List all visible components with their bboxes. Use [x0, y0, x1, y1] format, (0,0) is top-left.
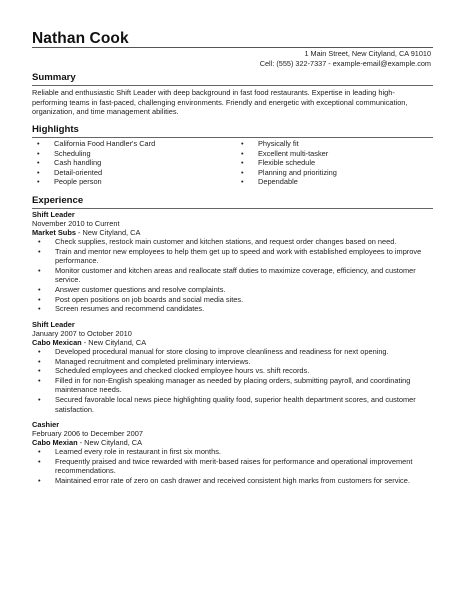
summary-text: Reliable and enthusiastic Shift Leader with deep background in fast food restaurants. Expertise in leading high-performing teams in fast-paced, challenging environments. Friendly and energetic with exceptional communication, organization, and time management abilities. [32, 88, 408, 117]
highlights-right-list [241, 139, 431, 187]
company-name: Market Subs [32, 228, 76, 237]
job-company [32, 228, 140, 237]
job-duties-list [38, 347, 433, 414]
duty-item: • Train and mentor new employees to help them get up to speed and work with established employees to improve performance. [38, 247, 433, 266]
job-title: Shift Leader [32, 210, 75, 219]
highlights-divider [32, 137, 433, 138]
experience-heading: Experience [32, 195, 84, 206]
experience-divider [32, 208, 433, 209]
duty-item: • Secured favorable local news piece highlighting quality food, superior health department scores, and customer satisfaction. [38, 395, 433, 414]
highlights-left-list [37, 139, 227, 187]
highlight-item: • Scheduling [37, 149, 227, 159]
highlight-item: • Dependable [241, 177, 431, 187]
summary-divider [32, 85, 433, 86]
duty-item: • Monitor customer and kitchen areas and reallocate staff duties to maximize coverage, efficiency, and customer service. [38, 266, 433, 285]
company-name: Cabo Mexican [32, 338, 82, 347]
job-dates: February 2006 to December 2007 [32, 429, 143, 438]
duty-item: • Developed procedural manual for store closing to improve cleanliness and readiness for next opening. [38, 347, 433, 357]
candidate-name: Nathan Cook [32, 30, 129, 47]
job-duties-list [38, 237, 433, 314]
highlight-item: • Planning and prioritizing [241, 168, 431, 178]
company-name: Cabo Mexian [32, 438, 78, 447]
duty-item: • Post open positions on job boards and social media sites. [38, 295, 433, 305]
highlight-item: • Physically fit [241, 139, 431, 149]
job-title: Shift Leader [32, 320, 75, 329]
highlight-item: • Cash handling [37, 158, 227, 168]
duty-item: • Screen resumes and recommend candidates. [38, 304, 433, 314]
duty-item: • Scheduled employees and checked clocked employee hours vs. shift records. [38, 366, 433, 376]
highlight-item: • Flexible schedule [241, 158, 431, 168]
company-location: - New Cityland, CA [77, 438, 143, 447]
highlight-item: • California Food Handler's Card [37, 139, 227, 149]
duty-item: • Check supplies, restock main customer and kitchen stations, and request order changes based on need. [38, 237, 433, 247]
duty-item: • Filled in for non-English speaking manager as needed by placing orders, submitting payroll, and coordinating maintenance needs. [38, 376, 433, 395]
company-location: - New Cityland, CA [81, 338, 147, 347]
contact-address: 1 Main Street, New Cityland, CA 91010 [304, 49, 431, 58]
summary-heading: Summary [32, 72, 76, 83]
name-divider [32, 47, 433, 48]
contact-phone-email: Cell: (555) 322-7337 - example-email@example.com [259, 59, 431, 68]
duty-item: • Frequently praised and twice rewarded with merit-based raises for performance and operational improvement recommendations. [38, 457, 433, 476]
highlight-item: • Excellent multi-tasker [241, 149, 431, 159]
job-dates: November 2010 to Current [32, 219, 120, 228]
job-title: Cashier [32, 420, 60, 429]
duty-item: • Managed recruitment and completed preliminary interviews. [38, 357, 433, 367]
duty-item: • Maintained error rate of zero on cash drawer and received consistent high marks from customers for service. [38, 476, 433, 486]
highlights-heading: Highlights [32, 124, 79, 135]
job-duties-list [38, 447, 433, 485]
job-company [32, 438, 142, 447]
job-dates: January 2007 to October 2010 [32, 329, 132, 338]
company-location: - New Cityland, CA [75, 228, 141, 237]
duty-item: • Learned every role in restaurant in first six months. [38, 447, 433, 457]
job-company [32, 338, 146, 347]
highlight-item: • People person [37, 177, 227, 187]
duty-item: • Answer customer questions and resolve complaints. [38, 285, 433, 295]
highlight-item: • Detail-oriented [37, 168, 227, 178]
